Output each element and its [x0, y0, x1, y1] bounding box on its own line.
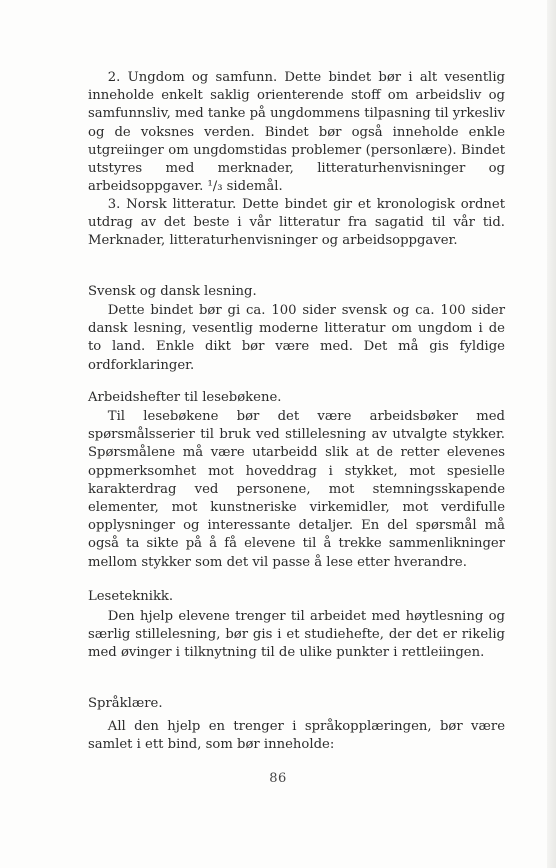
- spraklaere-text: All den hjelp en trenger i språkopplæringen, bør være samlet i ett bind, som bør inneholde:: [88, 719, 505, 753]
- arbeidshefter-paragraph: [88, 408, 505, 572]
- page-number: 86: [269, 771, 287, 786]
- section-3-text: 3. Norsk litteratur. Dette bindet gir et kronologisk ordnet utdrag av det beste i vår litteratur fra sagatid til vår tid. Merknader, litteraturhenvisninger og arbeidsoppgaver.: [88, 197, 505, 249]
- svensk-heading: Svensk og dansk lesning.: [88, 284, 257, 299]
- leseteknikk-text: Den hjelp elevene trenger til arbeidet med høytlesning og særlig stillelesning, bør gis i et studiehefte, der det er rikelig med øvinger i tilknytning til de ulike punkter i rettleiingen.: [88, 609, 505, 661]
- spraklaere-paragraph: [88, 718, 505, 754]
- page-edge-shadow: [547, 0, 556, 868]
- arbeidshefter-text: Til lesebøkene bør det være arbeidsbøker med spørsmålsserier til bruk ved stillelesning av utvalgte stykker. Spørsmålene må være utarbeidd slik at de retter elevenes oppmerksomhet mot hoveddrag i stykket, mot spesielle karakterdrag ved personene, mot stemningsskapende elementer, mot kunstneriske virkemidler, mot verdifulle opplysninger og interessante detaljer. En del spørsmål må også ta sikte på å få elevene til å trekke sammenlikninger mellom stykker som det vil passe å lese etter hverandre.: [88, 409, 505, 570]
- section-2-text: 2. Ungdom og samfunn. Dette bindet bør i alt vesentlig inneholde enkelt saklig orienterende stoff om arbeidsliv og samfunnsliv, med tanke på ungdommens tilpasning til yrkesliv og de voksnes verden. Bindet bør også inneholde enkle utgreiinger om ungdomstidas problemer (personlære). Bindet utstyres med merknader, litteraturhenvisninger og arbeidsoppgaver. ¹/₃ sidemål.: [88, 70, 505, 195]
- leseteknikk-heading: Leseteknikk.: [88, 589, 174, 604]
- svensk-text: Dette bindet bør gi ca. 100 sider svensk og ca. 100 sider dansk lesning, vesentlig moderne litteratur om ungdom i de to land. Enkle dikt bør være med. Det må gis fyldige ordforklaringer.: [88, 303, 505, 373]
- leseteknikk-paragraph: [88, 608, 505, 663]
- section-3-paragraph: [88, 196, 505, 251]
- svensk-paragraph: [88, 302, 505, 375]
- arbeidshefter-heading: Arbeidshefter til lesebøkene.: [88, 390, 282, 405]
- section-2-paragraph: [88, 69, 505, 196]
- spraklaere-heading: Språklære.: [88, 696, 163, 711]
